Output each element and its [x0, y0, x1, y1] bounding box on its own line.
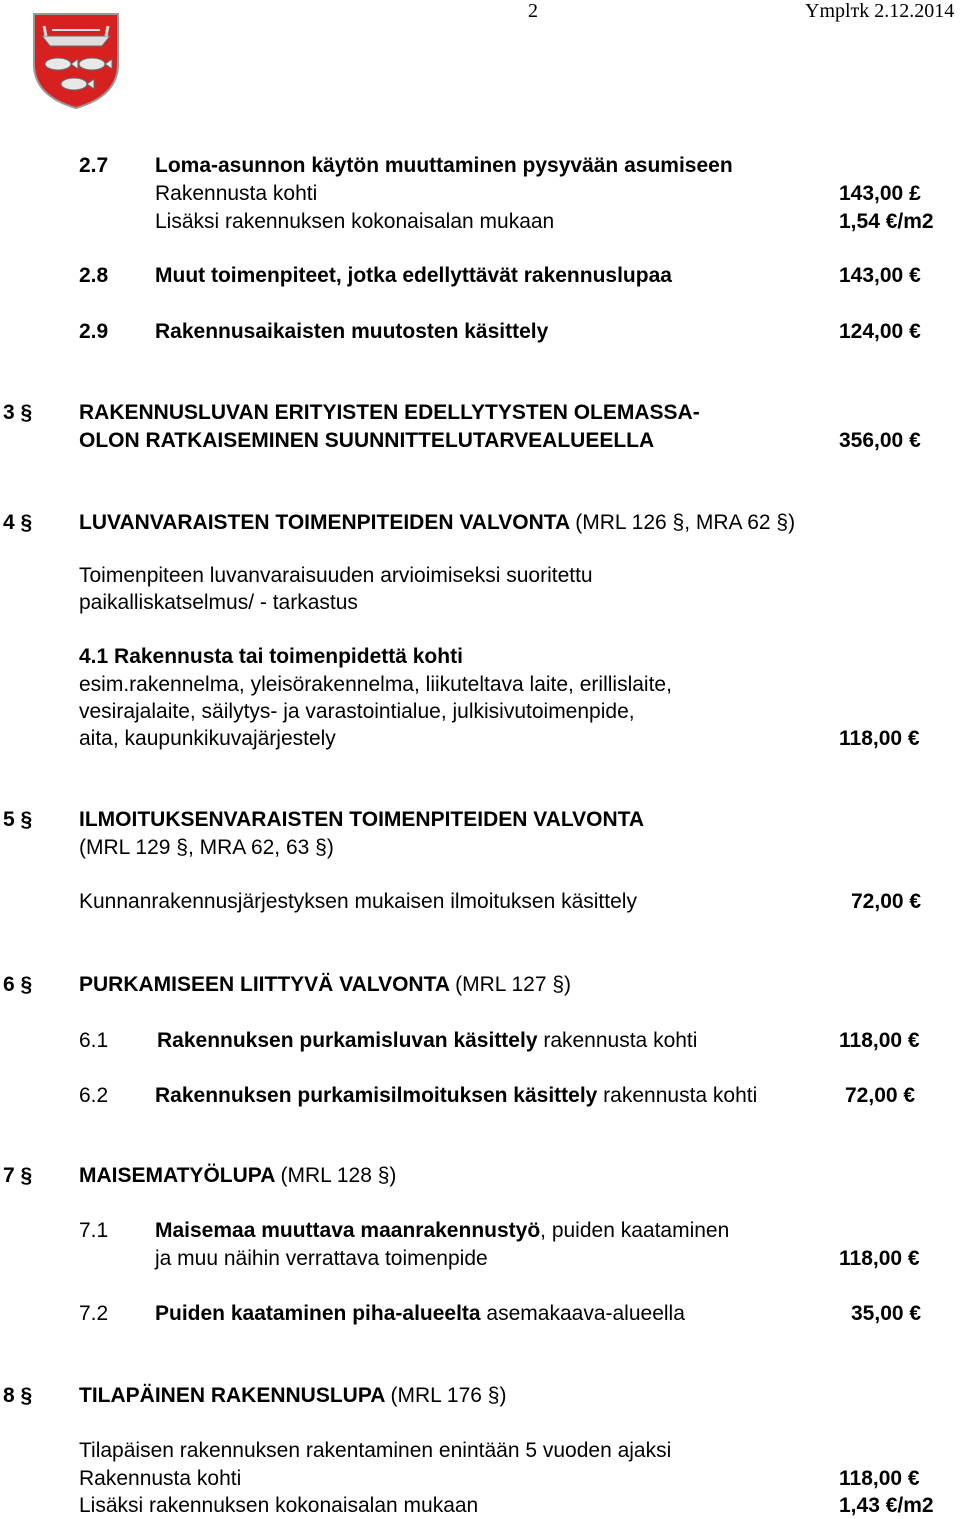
section-7-reference: (MRL 128 §): [280, 1164, 397, 1187]
section-3-price: 356,00 €: [839, 429, 921, 452]
section-5-price: 72,00 €: [851, 890, 922, 913]
section-6-2-text: [155, 1082, 757, 1109]
section-6-title-text: PURKAMISEEN LIITTYVÄ VALVONTA: [79, 973, 450, 996]
page-number: 2: [528, 0, 538, 22]
section-2-7-line1-price: 143,00 £: [839, 182, 921, 205]
section-4-number: 4 §: [3, 511, 33, 534]
section-7-2-number: 7.2: [79, 1302, 109, 1325]
section-4-1-line3: aita, kaupunkikuvajärjestely: [79, 727, 336, 750]
section-4-1-price: 118,00 €: [839, 727, 920, 750]
section-2-8-title: Muut toimenpiteet, jotka edellyttävät rakennuslupaa: [155, 264, 672, 287]
section-8-number: 8 §: [3, 1384, 33, 1407]
section-6-title: [79, 971, 571, 998]
section-7-2-bold: Puiden kaataminen piha-alueelta: [155, 1302, 481, 1325]
section-2-7-line1: Rakennusta kohti: [155, 182, 318, 205]
section-6-1-bold: Rakennuksen purkamisluvan käsittely: [157, 1029, 538, 1052]
section-6-2-number: 6.2: [79, 1084, 109, 1107]
section-4-1-title: 4.1 Rakennusta tai toimenpidettä kohti: [79, 645, 463, 668]
municipal-coat-of-arms-icon: [32, 12, 120, 110]
section-8-line1-price: 118,00 €: [839, 1467, 920, 1490]
section-2-7-title: Loma-asunnon käytön muuttaminen pysyvään asumiseen: [155, 154, 733, 177]
section-4-desc-line2: paikalliskatselmus/ - tarkastus: [79, 591, 358, 614]
section-4-desc-line1: Toimenpiteen luvanvaraisuuden arvioimiseksi suoritettu: [79, 564, 593, 587]
section-2-8-number: 2.8: [79, 264, 109, 287]
section-8-line2: Lisäksi rakennuksen kokonaisalan mukaan: [79, 1494, 479, 1517]
section-3-number: 3 §: [3, 401, 33, 424]
section-2-9-price: 124,00 €: [839, 320, 921, 343]
section-8-line1: Rakennusta kohti: [79, 1467, 242, 1490]
section-4-1-line2: vesirajalaite, säilytys- ja varastointialue, julkisivutoimenpide,: [79, 700, 635, 723]
section-7-1-price: 118,00 €: [839, 1247, 920, 1270]
section-7-1-rest: , puiden kaataminen: [540, 1219, 730, 1242]
section-7-1-bold: Maisemaa muuttava maanrakennustyö: [155, 1219, 541, 1242]
section-5-number: 5 §: [3, 808, 33, 831]
section-8-title: [79, 1382, 506, 1409]
section-7-title: [79, 1162, 396, 1189]
section-6-number: 6 §: [3, 973, 33, 996]
section-7-2-price: 35,00 €: [851, 1302, 922, 1325]
section-3-title-line2: OLON RATKAISEMINEN SUUNNITTELUTARVEALUEELLA: [79, 429, 655, 452]
section-6-1-number: 6.1: [79, 1029, 109, 1052]
section-5-title: ILMOITUKSENVARAISTEN TOIMENPITEIDEN VALVONTA: [79, 808, 645, 831]
section-8-title-text: TILAPÄINEN RAKENNUSLUPA: [79, 1384, 385, 1407]
section-6-1-price: 118,00 €: [839, 1029, 920, 1052]
section-7-1-line2: ja muu näihin verrattava toimenpide: [155, 1247, 488, 1270]
section-2-8-price: 143,00 €: [839, 264, 921, 287]
section-5-desc: Kunnanrakennusjärjestyksen mukaisen ilmoituksen käsittely: [79, 890, 637, 913]
section-6-1-rest: rakennusta kohti: [537, 1029, 698, 1052]
section-2-7-line2-price: 1,54 €/m2: [839, 210, 934, 233]
section-6-2-rest: rakennusta kohti: [597, 1084, 758, 1107]
section-2-9-title: Rakennusaikaisten muutosten käsittely: [155, 320, 549, 343]
section-6-2-price: 72,00 €: [845, 1084, 916, 1107]
section-4-1-line1: esim.rakennelma, yleisörakennelma, liikuteltava laite, erillislaite,: [79, 673, 672, 696]
section-4-reference: (MRL 126 §, MRA 62 §): [575, 511, 796, 534]
section-8-line2-price: 1,43 €/m2: [839, 1494, 934, 1517]
section-3-title-line1: RAKENNUSLUVAN ERITYISTEN EDELLYTYSTEN OLEMASSA-: [79, 401, 700, 424]
section-7-1-text: [155, 1217, 729, 1244]
section-7-title-text: MAISEMATYÖLUPA: [79, 1164, 275, 1187]
section-7-2-rest: asemakaava-alueella: [480, 1302, 685, 1325]
section-6-reference: (MRL 127 §): [455, 973, 572, 996]
document-reference: Ymplтk 2.12.2014: [805, 0, 955, 22]
section-6-2-bold: Rakennuksen purkamisilmoituksen käsittely: [155, 1084, 598, 1107]
section-5-reference: (MRL 129 §, MRA 62, 63 §): [79, 836, 334, 859]
section-7-2-text: [155, 1300, 685, 1327]
section-7-1-number: 7.1: [79, 1219, 109, 1242]
section-2-7-line2: Lisäksi rakennuksen kokonaisalan mukaan: [155, 210, 555, 233]
section-8-desc: Tilapäisen rakennuksen rakentaminen enintään 5 vuoden ajaksi: [79, 1439, 672, 1462]
section-4-title: [79, 509, 795, 536]
section-6-1-text: [157, 1027, 697, 1054]
section-4-title-text: LUVANVARAISTEN TOIMENPITEIDEN VALVONTA: [79, 511, 570, 534]
section-2-9-number: 2.9: [79, 320, 109, 343]
section-2-7-number: 2.7: [79, 154, 109, 177]
section-7-number: 7 §: [3, 1164, 33, 1187]
section-8-reference: (MRL 176 §): [390, 1384, 507, 1407]
